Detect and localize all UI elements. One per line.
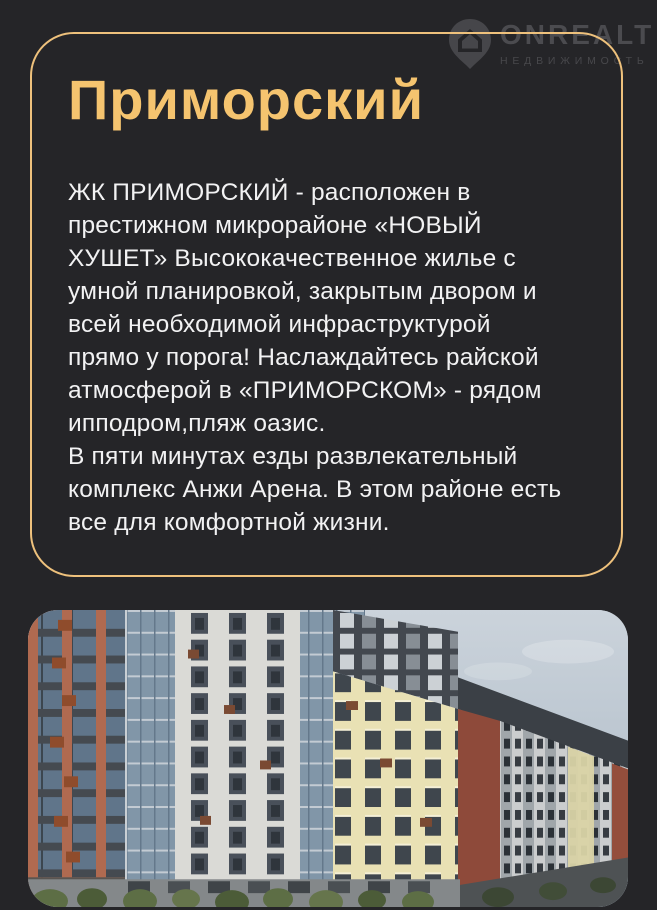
body-line: В пяти минутах езды развлекательный xyxy=(68,443,518,471)
building-render-graphic xyxy=(28,610,628,907)
building-glass-strip xyxy=(125,610,175,897)
body-line: всей необходимой инфраструктурой xyxy=(68,311,491,339)
body-line: атмосферой в «ПРИМОРСКОМ» - рядом xyxy=(68,377,542,405)
card-body xyxy=(68,176,593,539)
street-level xyxy=(28,879,460,907)
body-line: престижном микрорайоне «НОВЫЙ xyxy=(68,212,482,240)
body-line: умной планировкой, закрытым двором и xyxy=(68,278,537,306)
body-line: ипподром,пляж оазис. xyxy=(68,410,326,438)
logo-tagline: НЕДВИЖИМОСТЬ xyxy=(500,55,649,67)
building-cream xyxy=(333,610,458,899)
page-title: Приморский xyxy=(68,68,425,131)
logo-brand: ONREALT xyxy=(500,19,655,50)
building-render-photo xyxy=(28,610,628,907)
building-red-brick xyxy=(28,610,125,899)
building-white xyxy=(175,610,300,899)
info-card xyxy=(30,32,623,577)
body-line: все для комфортной жизни. xyxy=(68,509,390,537)
body-line: ЖК ПРИМОРСКИЙ - расположен в xyxy=(68,179,471,207)
body-line: комплекс Анжи Арена. В этом районе есть xyxy=(68,476,562,504)
body-line: ХУШЕТ» Высококачественное жилье с xyxy=(68,245,516,273)
body-line: прямо у порога! Наслаждайтесь райской xyxy=(68,344,539,372)
